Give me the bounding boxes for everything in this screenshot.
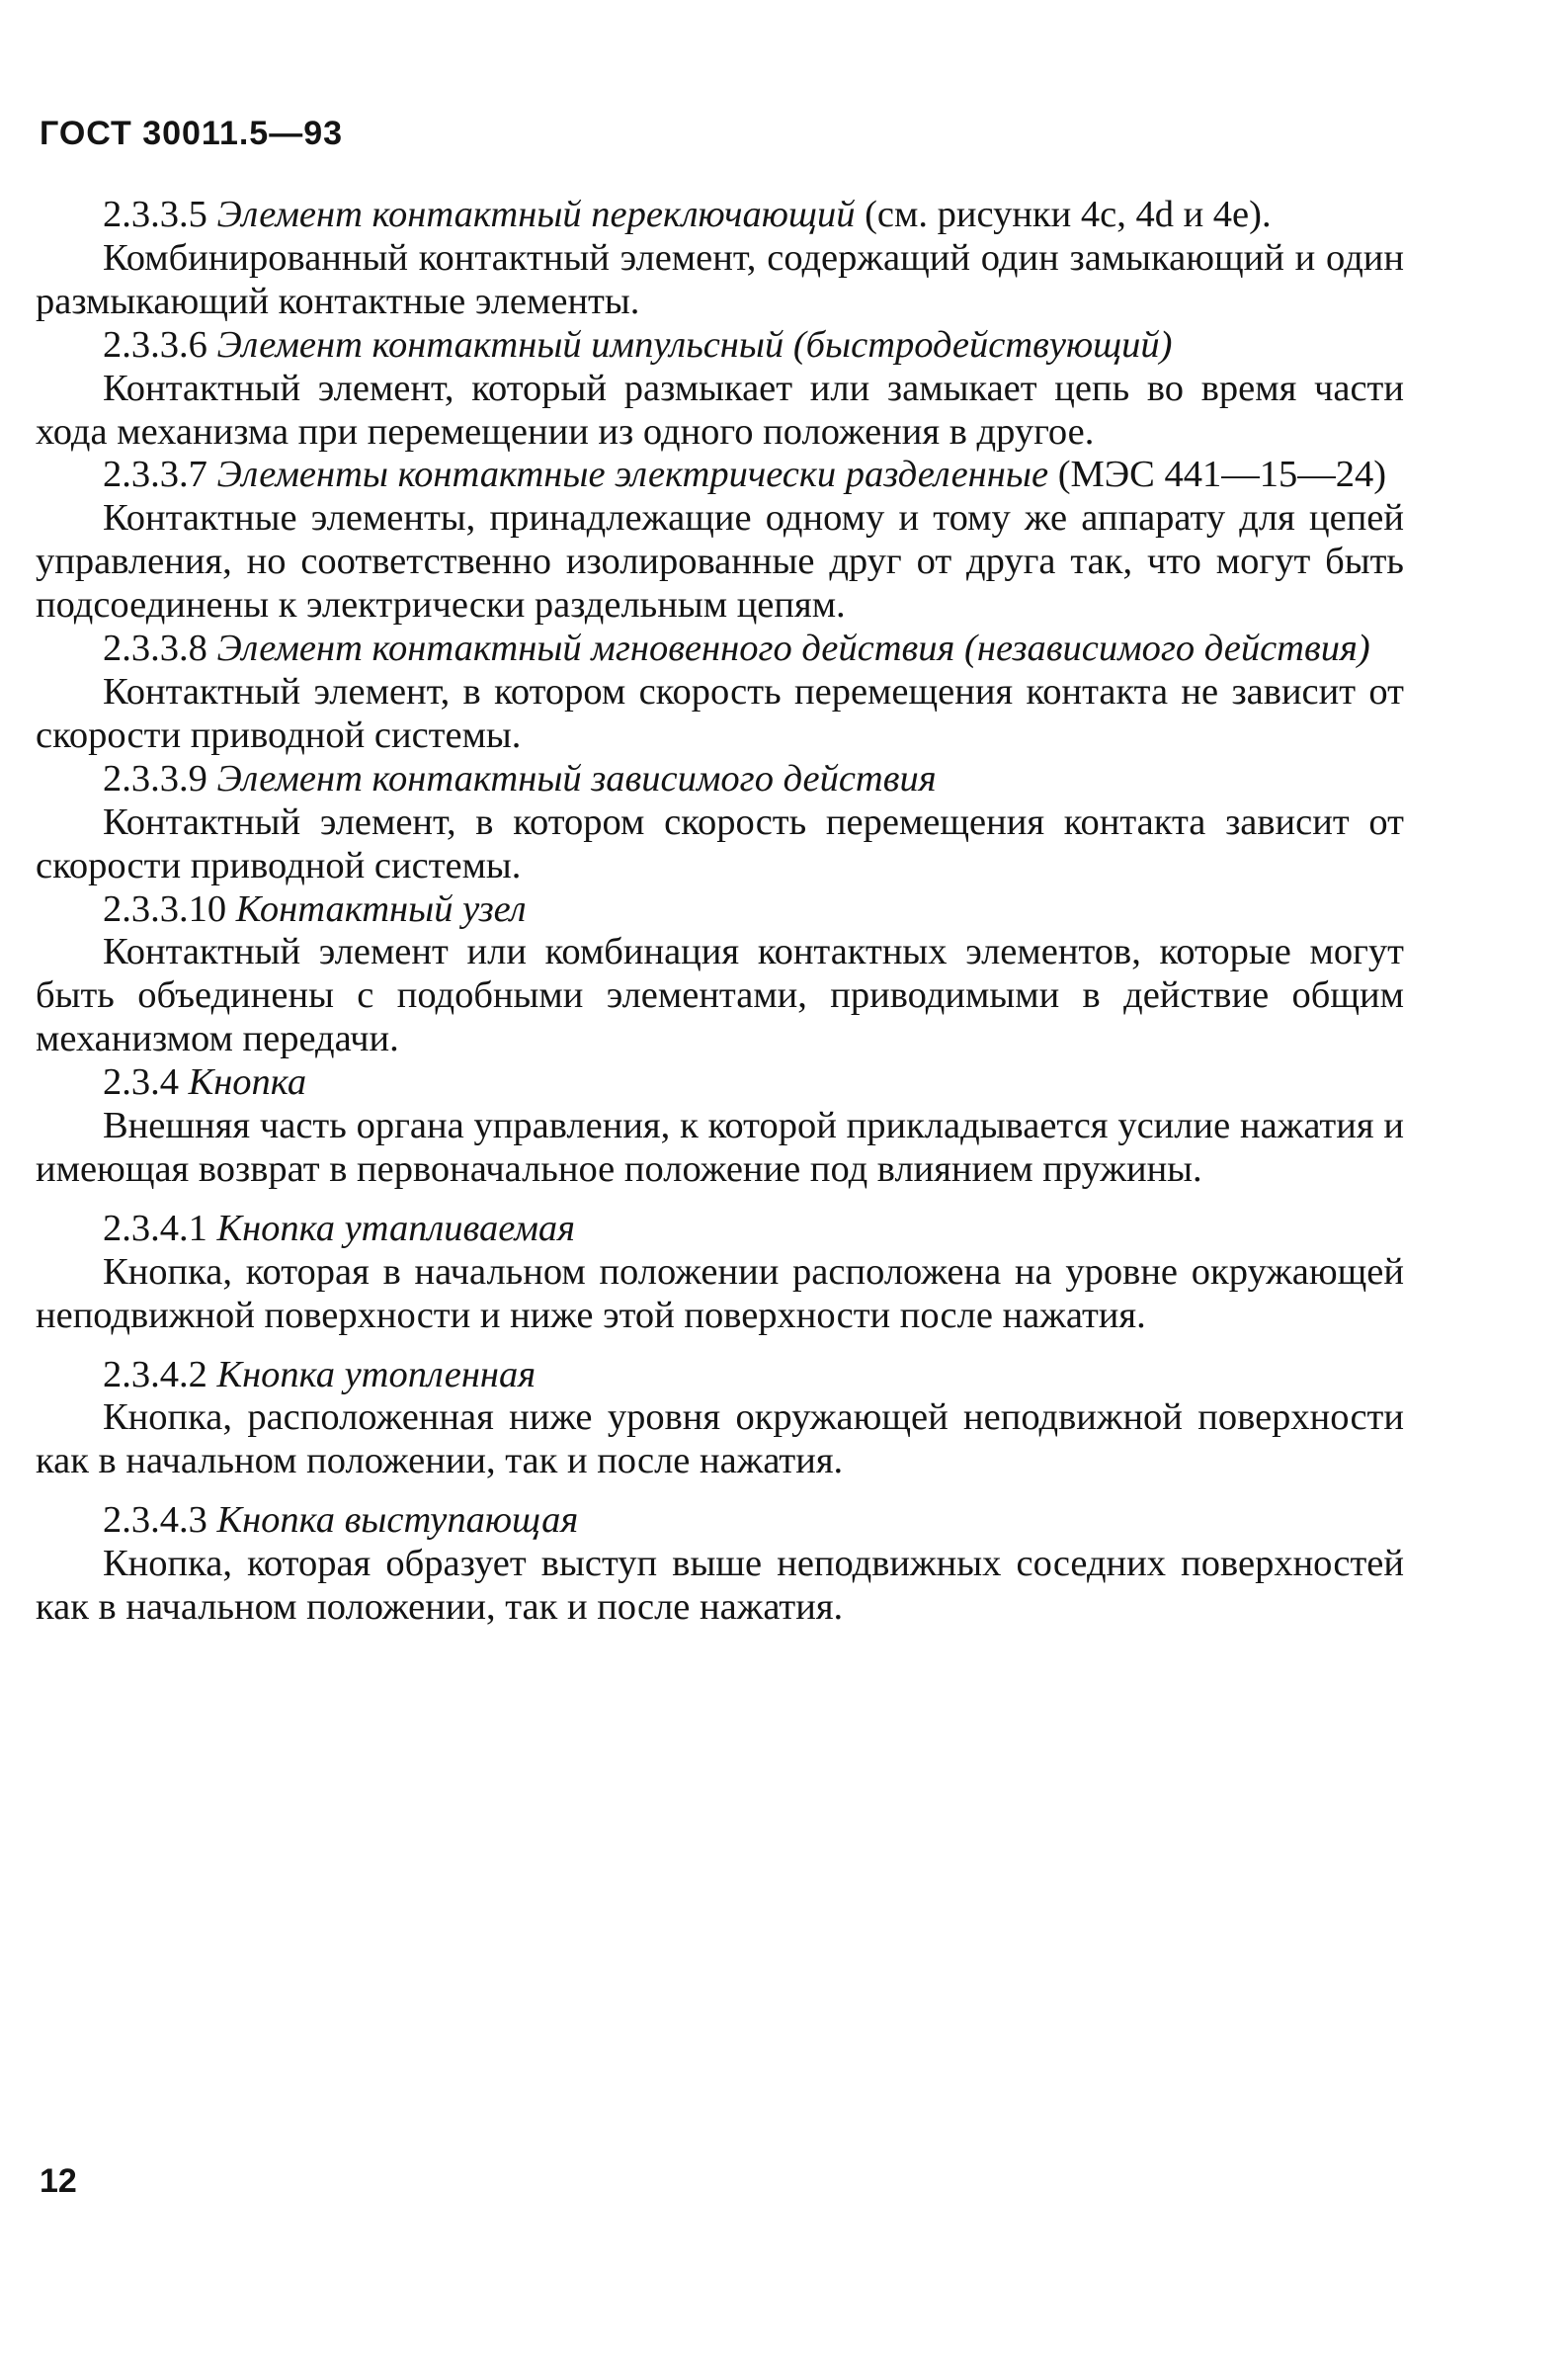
section-definition: Внешняя часть органа управления, к которой прикладывается усилие нажатия и имеющая возврат в первоначальное положение под влиянием пружины. [36, 1105, 1404, 1190]
section-number: 2.3.3.7 [103, 454, 207, 496]
section-number: 2.3.3.8 [103, 628, 207, 670]
section-heading [36, 1061, 1404, 1105]
section-term: Кнопка утапливаемая [216, 1207, 576, 1249]
document-header: ГОСТ 30011.5—93 [40, 115, 344, 152]
section-2-3-3-8 [36, 628, 1404, 758]
section-term-note: (МЭС 441—15—24) [1057, 454, 1387, 496]
section-number: 2.3.3.9 [103, 757, 207, 800]
section-definition: Кнопка, которая образует выступ выше неподвижных соседних поверхностей как в начальном положении, так и после нажатия. [36, 1543, 1404, 1629]
section-term: Элементы контактные электрически разделенные [216, 454, 1049, 496]
section-2-3-3-10 [36, 888, 1404, 1062]
section-term: Элемент контактный переключающий [216, 194, 856, 235]
section-2-3-3-5 [36, 194, 1404, 324]
section-definition: Контактный элемент или комбинация контактных элементов, которые могут быть объединены с подобными элементами, приводимыми в действие общим механизмом передачи. [36, 931, 1404, 1060]
section-heading [36, 758, 1404, 801]
document-body [36, 194, 1404, 1630]
section-heading [36, 1208, 1404, 1251]
section-number: 2.3.4.2 [103, 1353, 207, 1395]
section-term: Элемент контактный мгновенного действия (независимого действия) [216, 628, 1370, 670]
section-number: 2.3.3.6 [103, 323, 207, 366]
section-heading [36, 324, 1404, 368]
section-2-3-4 [36, 1061, 1404, 1192]
section-definition: Контактный элемент, в котором скорость перемещения контакта не зависит от скорости приводной системы. [36, 670, 1404, 756]
section-number: 2.3.3.10 [103, 887, 227, 930]
section-definition: Кнопка, расположенная ниже уровня окружающей неподвижной поверхности как в начальном положении, так и после нажатия. [36, 1396, 1404, 1482]
section-heading [36, 454, 1404, 497]
section-term: Кнопка утопленная [216, 1353, 536, 1395]
section-2-3-4-2 [36, 1354, 1404, 1484]
section-number: 2.3.4.1 [103, 1207, 207, 1249]
section-2-3-3-7 [36, 454, 1404, 628]
section-2-3-3-6 [36, 324, 1404, 455]
section-term: Кнопка [188, 1061, 307, 1104]
section-heading [36, 628, 1404, 671]
section-term: Контактный узел [235, 887, 527, 930]
section-2-3-3-9 [36, 758, 1404, 888]
section-definition: Контактные элементы, принадлежащие одному и тому же аппарату для цепей управления, но соответственно изолированные друг от друга так, что могут быть подсоединены к электрически раздельным цепям. [36, 497, 1404, 627]
section-heading [36, 888, 1404, 932]
section-term-note: (см. рисунки 4c, 4d и 4e). [865, 194, 1272, 235]
section-term: Элемент контактный импульсный (быстродействующий) [216, 323, 1173, 366]
page-number: 12 [40, 2162, 77, 2200]
section-term: Элемент контактный зависимого действия [216, 757, 937, 800]
section-heading [36, 1499, 1404, 1543]
section-number: 2.3.3.5 [103, 194, 207, 235]
section-2-3-4-1 [36, 1208, 1404, 1338]
section-definition: Кнопка, которая в начальном положении расположена на уровне окружающей неподвижной поверхности и ниже этой поверхности после нажатия. [36, 1250, 1404, 1336]
section-heading [36, 194, 1404, 237]
section-definition: Комбинированный контактный элемент, содержащий один замыкающий и один размыкающий контактные элементы. [36, 236, 1404, 322]
section-2-3-4-3 [36, 1499, 1404, 1630]
section-term: Кнопка выступающая [216, 1499, 579, 1542]
section-heading [36, 1354, 1404, 1397]
section-definition: Контактный элемент, который размыкает или замыкает цепь во время части хода механизма при перемещении из одного положения в другое. [36, 367, 1404, 453]
section-number: 2.3.4.3 [103, 1499, 207, 1542]
section-number: 2.3.4 [103, 1061, 179, 1104]
section-definition: Контактный элемент, в котором скорость перемещения контакта зависит от скорости приводной системы. [36, 800, 1404, 886]
